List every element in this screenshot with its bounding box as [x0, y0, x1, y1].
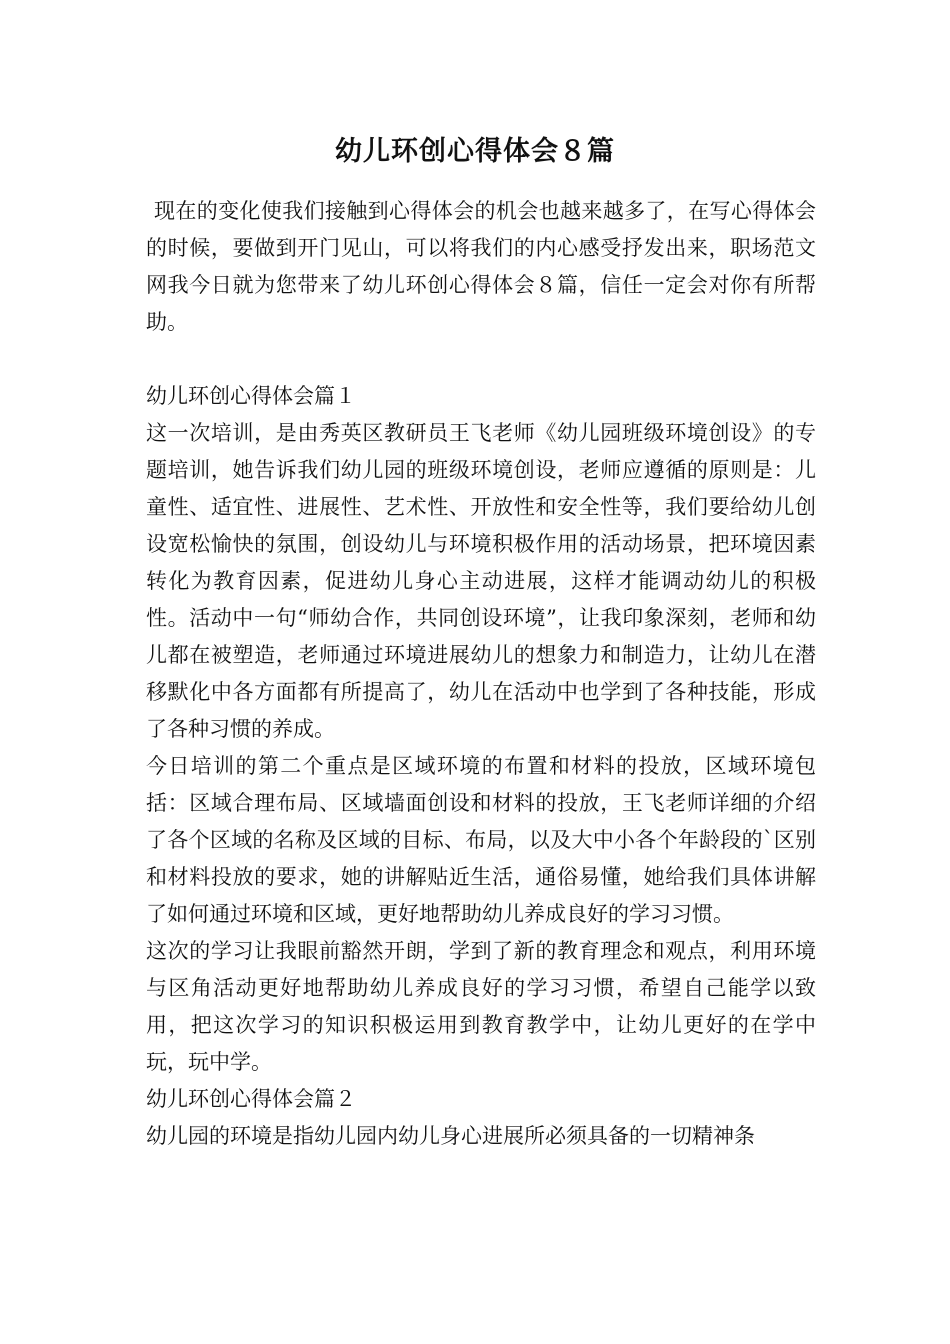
section2-paragraph-1: 幼儿园的环境是指幼儿园内幼儿身心进展所必须具备的一切精神条 — [146, 1124, 755, 1148]
intro-paragraph: 现在的变化使我们接触到心得体会的机会也越来越多了，在写心得体会的时候，要做到开门见山，可以将我们的内心感受抒发出来，职场范文网我今日就为您带来了幼儿环创心得体会８篇，信任一定会对你有所帮助。 — [146, 199, 816, 334]
paragraph-spacer — [146, 341, 816, 378]
section1-paragraph-1: 这一次培训，是由秀英区教研员王飞老师《幼儿园班级环境创设》的专题培训，她告诉我们幼儿园的班级环境创设，老师应遵循的原则是：儿童性、适宜性、进展性、艺术性、开放性和安全性等，我们要给幼儿创设宽松愉快的氛围，创设幼儿与环境积极作用的活动场景，把环境因素转化为教育因素，促进幼儿身心主动进展，这样才能调动幼儿的积极性。活动中一句“师幼合作，共同创设环境”，让我印象深刻，老师和幼儿都在被塑造，老师通过环境进展幼儿的想象力和制造力，让幼儿在潜移默化中各方面都有所提高了，幼儿在活动中也学到了各种技能，形成了各种习惯的养成。 — [146, 421, 816, 741]
section-heading-2: 幼儿环创心得体会篇２ — [146, 1087, 356, 1111]
section-heading-1: 幼儿环创心得体会篇１ — [146, 384, 356, 408]
document-body — [146, 193, 816, 1155]
section1-paragraph-3: 这次的学习让我眼前豁然开朗，学到了新的教育理念和观点，利用环境与区角活动更好地帮助幼儿养成良好的学习习惯，希望自己能学以致用，把这次学习的知识积极运用到教育教学中，让幼儿更好的在学中玩，玩中学。 — [146, 939, 816, 1074]
section1-paragraph-2: 今日培训的第二个重点是区域环境的布置和材料的投放，区域环境包括：区域合理布局、区域墙面创设和材料的投放，王飞老师详细的介绍了各个区域的名称及区域的目标、布局，以及大中小各个年龄段的`区别和材料投放的要求，她的讲解贴近生活，通俗易懂，她给我们具体讲解了如何通过环境和区域，更好地帮助幼儿养成良好的学习习惯。 — [146, 754, 816, 926]
document-title: 幼儿环创心得体会８篇 — [335, 136, 615, 167]
